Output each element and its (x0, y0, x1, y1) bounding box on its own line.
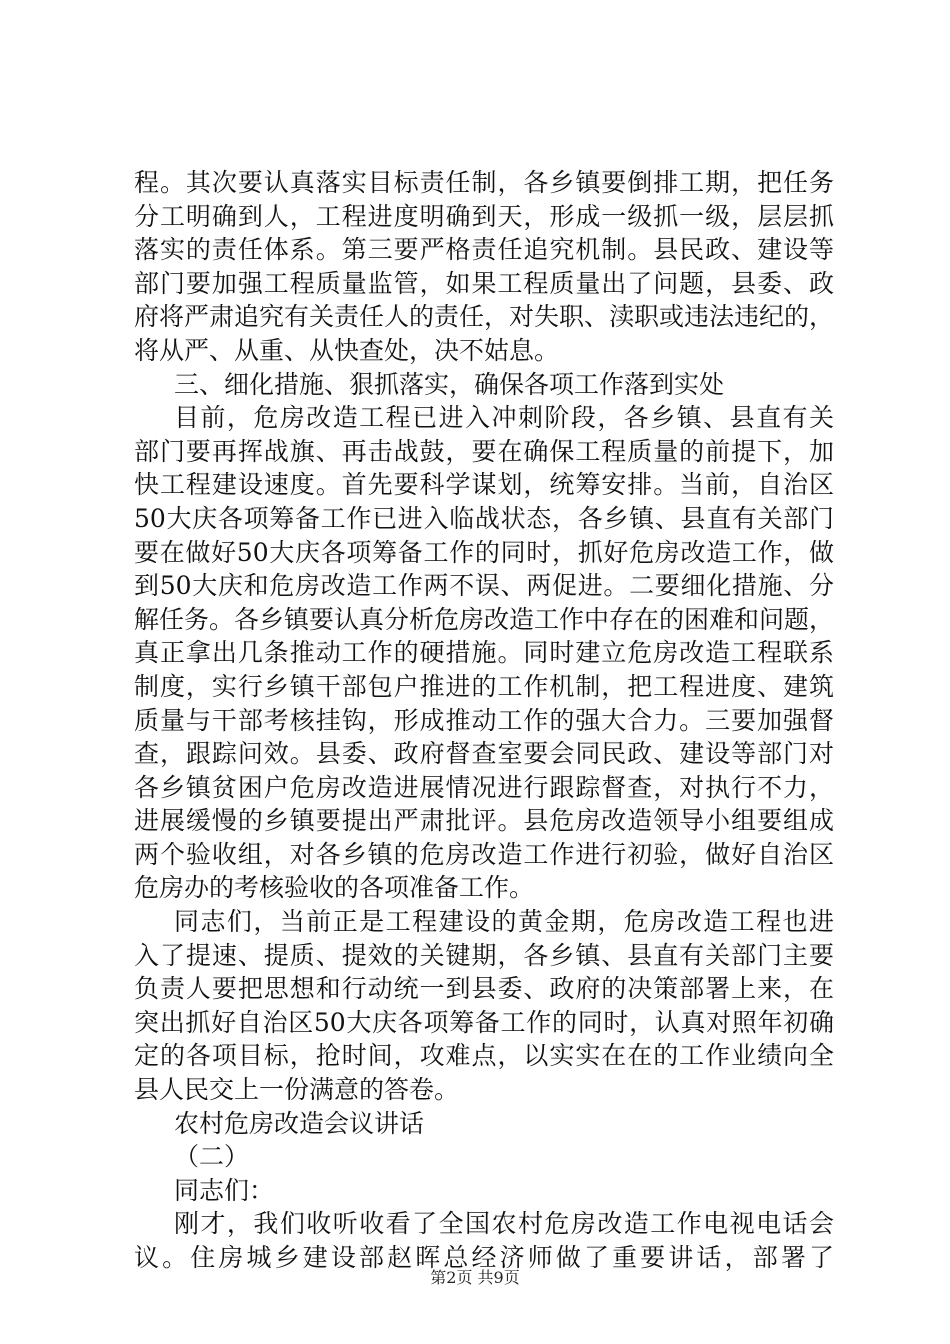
text-line: 同志们，当前正是工程建设的黄金期，危房改造工程也进 (174, 907, 834, 937)
text-line: 查，跟踪问效。县委、政府督查室要会同民政、建设等部门对 (134, 739, 834, 769)
section-heading: 三、细化措施、狠抓落实，确保各项工作落到实处 (174, 369, 725, 399)
text-line: 到50大庆和危房改造工作两不误、两促进。二要细化措施、分 (134, 571, 834, 601)
text-line: 入了提速、提质、提效的关键期，各乡镇、县直有关部门主要 (134, 940, 834, 970)
text-line: 真正拿出几条推动工作的硬措施。同时建立危房改造工程联系 (134, 638, 834, 668)
text-line: 部门要再挥战旗、再击战鼓，要在确保工程质量的前提下，加 (134, 436, 834, 466)
text-line: 县人民交上一份满意的答卷。 (134, 1075, 460, 1105)
text-line: 议。住房城乡建设部赵晖总经济师做了重要讲话，部署了 (134, 1243, 834, 1272)
text-line: 程。其次要认真落实目标责任制，各乡镇要倒排工期，把任务 (134, 168, 834, 197)
text-line: 解任务。各乡镇要认真分析危房改造工作中存在的困难和问题， (134, 604, 834, 634)
speech-title: 农村危房改造会议讲话 (174, 1108, 425, 1138)
text-line: 将从严、从重、从快查处，决不姑息。 (134, 335, 560, 365)
text-line: 负责人要把思想和行动统一到县委、政府的决策部署上来，在 (134, 974, 834, 1004)
salutation: 同志们： (174, 1175, 275, 1205)
text-line: 快工程建设速度。首先要科学谋划，统筹安排。当前，自治区 (134, 470, 834, 500)
text-line: 50大庆各项筹备工作已进入临战状态，各乡镇、县直有关部门 (134, 503, 834, 533)
document-body (134, 166, 834, 1275)
text-line: 质量与干部考核挂钩，形成推动工作的强大合力。三要加强督 (134, 705, 834, 735)
text-line: 各乡镇贫困户危房改造进展情况进行跟踪督查，对执行不力， (134, 772, 834, 802)
text-line: 危房办的考核验收的各项准备工作。 (134, 873, 535, 903)
page-footer (0, 1268, 950, 1288)
text-line: 部门要加强工程质量监管，如果工程质量出了问题，县委、政 (134, 268, 834, 298)
text-line: 府将严肃追究有关责任人的责任，对失职、渎职或违法违纪的， (134, 302, 834, 332)
text-line: 突出抓好自治区50大庆各项筹备工作的同时，认真对照年初确 (134, 1007, 834, 1037)
text-line: 分工明确到人，工程进度明确到天，形成一级抓一级，层层抓 (134, 201, 834, 231)
text-line: 两个验收组，对各乡镇的危房改造工作进行初验，做好自治区 (134, 839, 834, 869)
speech-part-label: （二） (174, 1142, 250, 1172)
text-line: 定的各项目标，抢时间，攻难点，以实实在在的工作业绩向全 (134, 1041, 834, 1071)
text-line: 要在做好50大庆各项筹备工作的同时，抓好危房改造工作，做 (134, 537, 834, 567)
text-line: 目前，危房改造工程已进入冲刺阶段，各乡镇、县直有关 (174, 403, 834, 433)
text-line: 刚才，我们收听收看了全国农村危房改造工作电视电话会 (174, 1209, 834, 1239)
text-line: 进展缓慢的乡镇要提出严肃批评。县危房改造领导小组要组成 (134, 806, 834, 836)
page-number: 第2页 共9页 (430, 1268, 520, 1287)
text-line: 制度，实行乡镇干部包户推进的工作机制，把工程进度、建筑 (134, 671, 834, 701)
text-line: 落实的责任体系。第三要严格责任追究机制。县民政、建设等 (134, 235, 834, 265)
